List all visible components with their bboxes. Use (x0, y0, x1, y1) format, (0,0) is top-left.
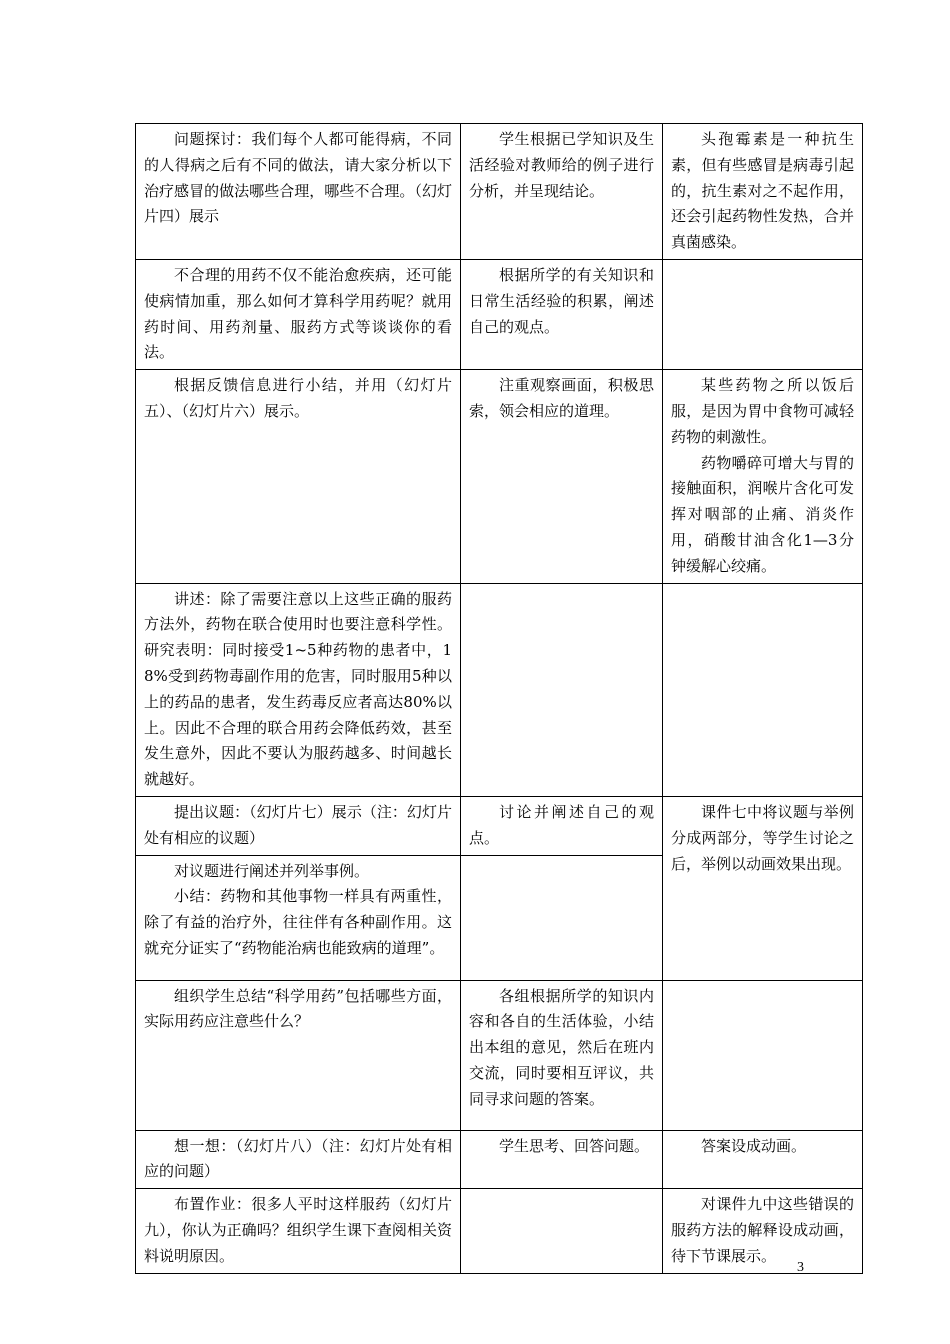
cell-text: 想一想：（幻灯片八）（注：幻灯片处有相应的问题） (144, 1136, 452, 1181)
cell-text: 答案设成动画。 (701, 1136, 807, 1155)
note-cell (663, 583, 863, 796)
cell-text: 提出议题：（幻灯片七）展示（注：幻灯片处有相应的议题） (144, 802, 452, 847)
note-cell (663, 796, 863, 980)
table-row (136, 370, 863, 583)
student-activity-cell (461, 980, 663, 1130)
cell-text: 根据所学的有关知识和日常生活经验的积累，阐述自己的观点。 (469, 265, 654, 336)
cell-text: 不合理的用药不仅不能治愈疾病，还可能使病情加重，那么如何才算科学用药呢？就用药时间、用药剂量、服药方式等谈谈你的看法。 (144, 265, 452, 362)
student-activity-cell (461, 1130, 663, 1189)
note-cell (663, 370, 863, 583)
cell-text: 头孢霉素是一种抗生素，但有些感冒是病毒引起的，抗生素对之不起作用，还会引起药物性发热，合并真菌感染。 (671, 130, 854, 252)
cell-text: 学生思考、回答问题。 (499, 1136, 650, 1155)
teacher-activity-cell (136, 124, 461, 260)
lesson-table (135, 123, 863, 1274)
cell-text: 根据反馈信息进行小结，并用（幻灯片五）、（幻灯片六）展示。 (144, 376, 452, 420)
table-row (136, 583, 863, 796)
teacher-activity-cell (136, 259, 461, 369)
note-cell (663, 980, 863, 1130)
note-cell (663, 1130, 863, 1189)
student-activity-cell (461, 370, 663, 583)
student-activity-cell (461, 124, 663, 260)
cell-text: 某些药物之所以饭后服，是因为胃中食物可减轻药物的刺激性。 (671, 376, 854, 446)
student-activity-cell (461, 259, 663, 369)
table-row (136, 796, 863, 855)
teacher-activity-cell (136, 796, 461, 855)
student-activity-cell (461, 1189, 663, 1273)
cell-text: 注重观察画面，积极思索，领会相应的道理。 (469, 376, 654, 420)
teacher-activity-cell (136, 980, 461, 1130)
cell-text: 对课件九中这些错误的服药方法的解释设成动画，待下节课展示。 (671, 1195, 854, 1265)
table-row (136, 259, 863, 369)
cell-text: 组织学生总结“科学用药”包括哪些方面，实际用药应注意些什么？ (144, 986, 452, 1031)
cell-text: 讨论并阐述自己的观点。 (469, 802, 654, 847)
student-activity-cell (461, 796, 663, 855)
cell-text: 课件七中将议题与举例分成两部分，等学生讨论之后，举例以动画效果出现。 (671, 802, 854, 873)
note-cell (663, 259, 863, 369)
teacher-activity-cell (136, 1189, 461, 1273)
cell-text: 问题探讨：我们每个人都可能得病，不同的人得病之后有不同的做法，请大家分析以下治疗感冒的做法哪些合理，哪些不合理。（幻灯片四）展示 (144, 130, 452, 226)
table-row (136, 980, 863, 1130)
cell-text: 药物嚼碎可增大与胃的接触面积，润喉片含化可发挥对咽部的止痛、消炎作用，硝酸甘油含化1—3分钟缓解心绞痛。 (671, 453, 854, 575)
note-cell (663, 1189, 863, 1273)
cell-text: 各组根据所学的知识内容和各自的生活体验，小结出本组的意见，然后在班内交流，同时要相互评议，共同寻求问题的答案。 (469, 986, 654, 1108)
page-number: 3 (797, 1260, 804, 1275)
cell-text: 布置作业：很多人平时这样服药（幻灯片九），你认为正确吗？组织学生课下查阅相关资料说明原因。 (144, 1195, 452, 1265)
table-row (136, 1189, 863, 1273)
cell-text: 讲述：除了需要注意以上这些正确的服药方法外，药物在联合使用时也要注意科学性。研究表明：同时接受1~5种药物的患者中，18%受到药物毒副作用的危害，同时服用5种以上的药品的患者，发生药毒反应者高达80%以上。因此不合理的联合用药会降低药效，甚至发生意外，因此不要认为服药越多、时间越长就越好。 (144, 589, 452, 789)
teacher-activity-cell (136, 855, 461, 980)
cell-text: 对议题进行阐述并列举事例。 (174, 861, 370, 880)
table-row (136, 124, 863, 260)
cell-text: 小结：药物和其他事物一样具有两重性，除了有益的治疗外，往往伴有各种副作用。这就充分证实了“药物能治病也能致病的道理”。 (144, 887, 452, 957)
student-activity-cell (461, 855, 663, 980)
teacher-activity-cell (136, 1130, 461, 1189)
teacher-activity-cell (136, 370, 461, 583)
student-activity-cell (461, 583, 663, 796)
teacher-activity-cell (136, 583, 461, 796)
note-cell (663, 124, 863, 260)
table-row (136, 1130, 863, 1189)
cell-text: 学生根据已学知识及生活经验对教师给的例子进行分析，并呈现结论。 (469, 130, 654, 200)
